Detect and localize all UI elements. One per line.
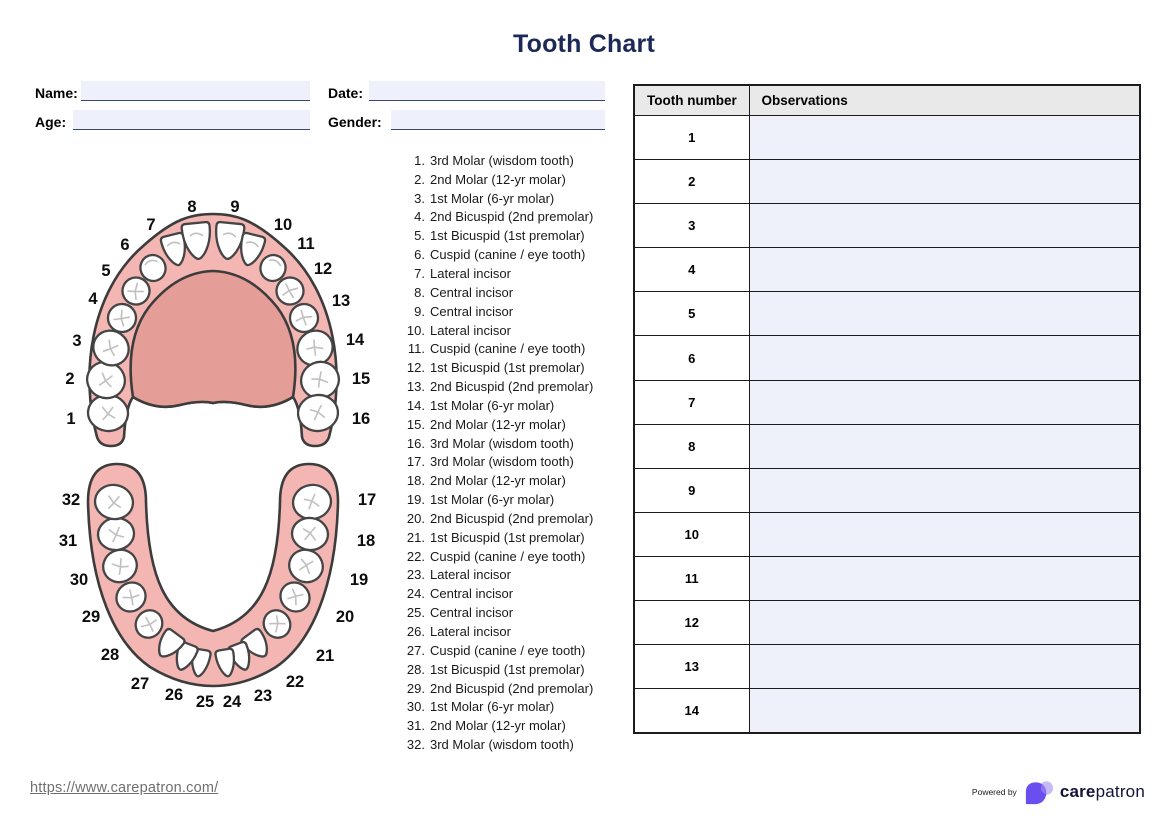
table-row	[634, 248, 1140, 292]
carepatron-wordmark	[1060, 782, 1145, 802]
date-input[interactable]	[369, 81, 605, 101]
tooth-number-label: 28	[100, 646, 120, 664]
tooth-number-label: 18	[356, 532, 376, 550]
tooth-list-item	[399, 302, 614, 321]
tooth-list-label: 2nd Molar (12-yr molar)	[430, 171, 566, 187]
tooth-number-label: 16	[351, 410, 371, 428]
dental-diagram	[40, 190, 410, 720]
tooth-list-label: 3rd Molar (wisdom tooth)	[430, 152, 574, 168]
tooth-number-label: 24	[222, 693, 242, 711]
tooth-list-label: 2nd Bicuspid (2nd premolar)	[430, 680, 594, 696]
tooth-list-item	[399, 584, 614, 603]
observations-table	[633, 84, 1141, 734]
tooth-number-cell: 3	[634, 204, 749, 248]
tooth-list-label: Lateral incisor	[430, 265, 511, 281]
tooth-list-item	[399, 264, 614, 283]
tooth-list-label: Lateral incisor	[430, 624, 511, 640]
tooth-list-item	[399, 396, 614, 415]
table-row	[634, 160, 1140, 204]
tooth-list-label: 2nd Bicuspid (2nd premolar)	[430, 209, 594, 225]
tooth-list-item	[399, 471, 614, 490]
tooth-list-label: Central incisor	[430, 605, 514, 621]
tooth-list-item	[399, 339, 614, 358]
tooth-number-label: 30	[69, 571, 89, 589]
tooth-number-label: 23	[253, 687, 273, 705]
tooth-list-label: 1st Bicuspid (1st premolar)	[430, 529, 585, 545]
tooth-list-label: 1st Molar (6-yr molar)	[430, 397, 555, 413]
tooth-list-label: 1st Molar (6-yr molar)	[430, 699, 555, 715]
tooth-list-item	[399, 208, 614, 227]
tooth-list-number: 11.	[407, 341, 425, 357]
tooth-number-label: 21	[315, 647, 335, 665]
tooth-list-item	[399, 434, 614, 453]
brand-patron: patron	[1095, 782, 1145, 801]
powered-by-label: Powered by	[971, 787, 1017, 797]
tooth-list-number: 22.	[406, 548, 425, 564]
tooth-list-number: 27.	[406, 642, 425, 658]
tooth-number-cell: 12	[634, 601, 749, 645]
observation-cell[interactable]	[749, 336, 1140, 380]
tooth-list-number: 13.	[406, 379, 425, 395]
tooth-list-item	[399, 151, 614, 170]
tooth-number-label: 6	[120, 236, 130, 254]
tooth-list-number: 2.	[414, 171, 425, 187]
tooth-list-item	[399, 716, 614, 735]
observation-cell[interactable]	[749, 248, 1140, 292]
tooth-list-item	[399, 547, 614, 566]
tooth-number-label: 14	[345, 331, 365, 349]
tooth-list-item	[399, 622, 614, 641]
tooth-number-label: 1	[66, 410, 76, 428]
tooth-number-header: Tooth number	[634, 85, 749, 116]
tooth-list-number: 31.	[406, 718, 425, 734]
tooth-list-label: 3rd Molar (wisdom tooth)	[430, 454, 574, 470]
brand-footer	[970, 774, 1145, 810]
tooth-list-item	[399, 679, 614, 698]
tooth-list-label: Cuspid (canine / eye tooth)	[430, 247, 586, 263]
tooth-list-number: 25.	[406, 605, 425, 621]
tooth-number-label: 17	[357, 491, 377, 509]
website-link[interactable]: https://www.carepatron.com/	[30, 780, 219, 796]
carepatron-logo-icon	[1023, 777, 1054, 808]
tooth-list-label: Cuspid (canine / eye tooth)	[430, 548, 586, 564]
observation-cell[interactable]	[749, 160, 1140, 204]
tooth-list-item	[399, 189, 614, 208]
tooth-list-number: 19.	[406, 492, 425, 508]
tooth-number-label: 19	[349, 571, 369, 589]
tooth-list-item	[399, 509, 614, 528]
tooth-list-number: 29.	[406, 680, 425, 696]
tooth-list-number: 28.	[406, 661, 425, 677]
tooth-list-item	[399, 490, 614, 509]
tooth-number-cell: 2	[634, 160, 749, 204]
tooth-list-label: 1st Bicuspid (1st premolar)	[430, 228, 585, 244]
tooth-list-number: 7.	[414, 265, 425, 281]
table-header-row	[634, 85, 1140, 116]
tooth-list-number: 16.	[406, 435, 425, 451]
tooth-number-label: 9	[230, 198, 240, 216]
observation-cell[interactable]	[749, 556, 1140, 600]
observation-cell[interactable]	[749, 292, 1140, 336]
age-input[interactable]	[73, 110, 310, 130]
tooth-list-item	[399, 358, 614, 377]
tooth-list-label: Central incisor	[430, 284, 514, 300]
date-label: Date:	[328, 85, 364, 101]
tooth-list-label: 1st Molar (6-yr molar)	[430, 190, 555, 206]
tooth-list-item	[399, 660, 614, 679]
observation-cell[interactable]	[749, 424, 1140, 468]
tooth-list-label: 3rd Molar (wisdom tooth)	[430, 435, 574, 451]
observation-cell[interactable]	[749, 645, 1140, 689]
tooth-number-label: 2	[65, 370, 75, 388]
tooth-list-label: Central incisor	[430, 303, 514, 319]
tooth-number-label: 3	[72, 332, 82, 350]
tooth-number-label: 27	[130, 675, 150, 693]
tooth-number-cell: 11	[634, 556, 749, 600]
tooth-number-label: 32	[61, 491, 81, 509]
tooth-number-label: 13	[331, 292, 351, 310]
tooth-list-number: 3.	[414, 190, 425, 206]
tooth-list-label: 2nd Molar (12-yr molar)	[430, 718, 566, 734]
tooth-list-number: 32.	[406, 737, 425, 753]
tooth-list-item	[399, 697, 614, 716]
tooth-list-item	[399, 321, 614, 340]
tooth-list-number: 6.	[414, 247, 425, 263]
tooth-list-number: 24.	[406, 586, 425, 602]
tooth-list-number: 12.	[406, 360, 425, 376]
observation-cell[interactable]	[749, 689, 1140, 733]
name-label: Name:	[35, 85, 78, 101]
tooth-number-cell: 14	[634, 689, 749, 733]
tooth-list-label: 1st Bicuspid (1st premolar)	[430, 661, 585, 677]
tooth-number-label: 5	[101, 262, 111, 280]
tooth-list-number: 23.	[406, 567, 425, 583]
tooth-list-number: 8.	[414, 284, 425, 300]
name-input[interactable]	[81, 81, 310, 101]
tooth-list-item	[399, 603, 614, 622]
lower-arch	[59, 464, 376, 711]
tooth-number-label: 7	[146, 216, 156, 234]
tooth-number-cell: 1	[634, 116, 749, 160]
tooth-number-cell: 4	[634, 248, 749, 292]
table-row	[634, 116, 1140, 160]
tooth-number-cell: 7	[634, 380, 749, 424]
tooth-list-number: 9.	[414, 303, 425, 319]
tooth-list-number: 17.	[406, 454, 425, 470]
tooth-list-number: 10.	[406, 322, 425, 338]
table-row	[634, 204, 1140, 248]
tooth-list-label: 2nd Molar (12-yr molar)	[430, 416, 566, 432]
tooth-number-cell: 13	[634, 645, 749, 689]
observation-cell[interactable]	[749, 601, 1140, 645]
tooth-number-label: 25	[195, 693, 215, 711]
tooth-list-item	[399, 170, 614, 189]
tooth-number-label: 22	[285, 673, 305, 691]
tooth-list-label: Lateral incisor	[430, 322, 511, 338]
table-row	[634, 689, 1140, 733]
tooth-number-label: 11	[297, 235, 315, 253]
tooth-list-item	[399, 641, 614, 660]
table-row	[634, 336, 1140, 380]
tooth-list-item	[399, 415, 614, 434]
tooth-list-label: 2nd Bicuspid (2nd premolar)	[430, 510, 594, 526]
table-row	[634, 556, 1140, 600]
tooth-number-label: 10	[273, 216, 293, 234]
gender-label: Gender:	[328, 114, 382, 130]
tooth-number-label: 8	[187, 198, 197, 216]
tooth-number-label: 26	[164, 686, 184, 704]
table-row	[634, 468, 1140, 512]
tooth-number-cell: 10	[634, 512, 749, 556]
tooth-list-number: 30.	[406, 699, 425, 715]
tooth-list-label: 2nd Bicuspid (2nd premolar)	[430, 379, 594, 395]
observation-cell[interactable]	[749, 204, 1140, 248]
tooth-list	[399, 151, 614, 754]
tooth-list-number: 1.	[414, 152, 425, 168]
upper-arch	[65, 198, 370, 446]
observation-cell[interactable]	[749, 512, 1140, 556]
tooth-list-number: 18.	[406, 473, 425, 489]
table-row	[634, 512, 1140, 556]
tooth-number-label: 29	[81, 608, 101, 626]
table-row	[634, 424, 1140, 468]
tooth-list-label: 1st Molar (6-yr molar)	[430, 492, 555, 508]
tooth-number-cell: 6	[634, 336, 749, 380]
tooth-list-label: Cuspid (canine / eye tooth)	[430, 642, 586, 658]
tooth-list-item	[399, 453, 614, 472]
tooth-number-cell: 5	[634, 292, 749, 336]
tooth-list-number: 5.	[414, 228, 425, 244]
tooth-number-label: 4	[88, 290, 98, 308]
tooth-list-label: Cuspid (canine / eye tooth)	[430, 341, 586, 357]
brand-care: care	[1059, 782, 1096, 801]
tooth-list-label: 1st Bicuspid (1st premolar)	[430, 360, 585, 376]
page-title: Tooth Chart	[513, 30, 655, 58]
observation-cell[interactable]	[749, 468, 1140, 512]
tooth-list-item	[399, 566, 614, 585]
tooth-list-number: 14.	[406, 397, 425, 413]
tooth-list-label: Lateral incisor	[430, 567, 511, 583]
tooth-list-item	[399, 528, 614, 547]
tooth-number-cell: 8	[634, 424, 749, 468]
tooth-number-label: 12	[313, 260, 333, 278]
tooth-list-item	[399, 245, 614, 264]
tooth-list-item	[399, 283, 614, 302]
tooth-list-number: 26.	[406, 624, 425, 640]
tooth-list-number: 15.	[406, 416, 425, 432]
tooth-number-label: 31	[58, 532, 78, 550]
tooth-number-label: 20	[335, 608, 355, 626]
gender-input[interactable]	[391, 110, 605, 130]
tooth-list-item	[399, 226, 614, 245]
table-row	[634, 380, 1140, 424]
observation-cell[interactable]	[749, 116, 1140, 160]
tooth-list-item	[399, 377, 614, 396]
age-label: Age:	[35, 114, 67, 130]
tooth-list-number: 4.	[414, 209, 425, 225]
tooth-list-item	[399, 735, 614, 754]
observations-table-body	[634, 116, 1140, 733]
tooth-list-number: 20.	[406, 510, 425, 526]
observation-cell[interactable]	[749, 380, 1140, 424]
tooth-number-cell: 9	[634, 468, 749, 512]
tooth-list-number: 21.	[406, 529, 425, 545]
observations-header: Observations	[749, 85, 1140, 116]
tooth-list-label: Central incisor	[430, 586, 514, 602]
table-row	[634, 292, 1140, 336]
tooth-list-label: 3rd Molar (wisdom tooth)	[430, 737, 574, 753]
tooth-number-label: 15	[351, 370, 371, 388]
table-row	[634, 645, 1140, 689]
table-row	[634, 601, 1140, 645]
tooth-list-label: 2nd Molar (12-yr molar)	[430, 473, 566, 489]
